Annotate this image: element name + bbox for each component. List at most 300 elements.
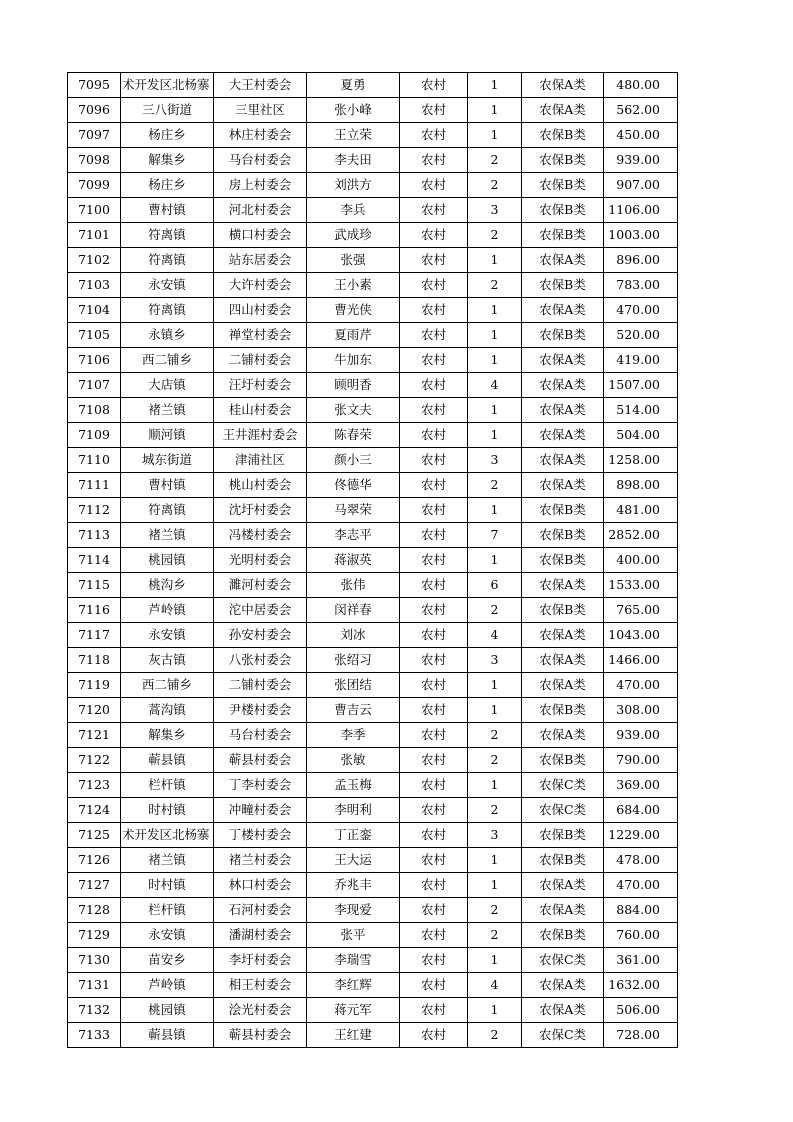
township-cell: 蒿沟镇 [121,698,214,723]
insurance-class-cell: 农保C类 [522,773,604,798]
area-type-cell: 农村 [400,398,468,423]
village-cell: 丁李村委会 [214,773,307,798]
name-cell: 马翠荣 [307,498,400,523]
village-cell: 孙安村委会 [214,623,307,648]
table-row [68,323,678,348]
area-type-cell: 农村 [400,123,468,148]
table-row [68,898,678,923]
household-count-cell: 1 [468,498,522,523]
village-cell: 马台村委会 [214,148,307,173]
record-id-cell: 7108 [68,398,121,423]
record-id-cell: 7121 [68,723,121,748]
insurance-class-cell: 农保A类 [522,423,604,448]
village-cell: 尹楼村委会 [214,698,307,723]
amount-cell: 520.00 [604,323,678,348]
insurance-class-cell: 农保A类 [522,373,604,398]
table-row [68,573,678,598]
household-count-cell: 2 [468,1023,522,1048]
household-count-cell: 7 [468,523,522,548]
village-cell: 褚兰村委会 [214,848,307,873]
table-row [68,948,678,973]
name-cell: 张伟 [307,573,400,598]
village-cell: 蕲县村委会 [214,1023,307,1048]
township-cell: 蕲县镇 [121,748,214,773]
household-count-cell: 2 [468,173,522,198]
household-count-cell: 1 [468,848,522,873]
household-count-cell: 2 [468,223,522,248]
amount-cell: 504.00 [604,423,678,448]
record-id-cell: 7112 [68,498,121,523]
record-id-cell: 7116 [68,598,121,623]
amount-cell: 478.00 [604,848,678,873]
table-row [68,73,678,98]
amount-cell: 562.00 [604,98,678,123]
area-type-cell: 农村 [400,73,468,98]
area-type-cell: 农村 [400,623,468,648]
township-cell: 褚兰镇 [121,523,214,548]
name-cell: 牛加东 [307,348,400,373]
insurance-class-cell: 农保B类 [522,698,604,723]
amount-cell: 400.00 [604,548,678,573]
table-row [68,173,678,198]
area-type-cell: 农村 [400,673,468,698]
village-cell: 冲疃村委会 [214,798,307,823]
insurance-class-cell: 农保A类 [522,248,604,273]
name-cell: 李瑞雪 [307,948,400,973]
table-row [68,98,678,123]
insurance-class-cell: 农保A类 [522,673,604,698]
insurance-class-cell: 农保B类 [522,123,604,148]
insurance-class-cell: 农保B类 [522,598,604,623]
name-cell: 刘洪方 [307,173,400,198]
amount-cell: 896.00 [604,248,678,273]
household-count-cell: 1 [468,948,522,973]
name-cell: 李明利 [307,798,400,823]
household-count-cell: 2 [468,798,522,823]
table-row [68,748,678,773]
village-cell: 石河村委会 [214,898,307,923]
household-count-cell: 3 [468,448,522,473]
household-count-cell: 1 [468,698,522,723]
area-type-cell: 农村 [400,573,468,598]
insurance-class-cell: 农保A类 [522,723,604,748]
table-row [68,673,678,698]
record-id-cell: 7114 [68,548,121,573]
village-cell: 相王村委会 [214,973,307,998]
amount-cell: 450.00 [604,123,678,148]
area-type-cell: 农村 [400,798,468,823]
amount-cell: 898.00 [604,473,678,498]
township-cell: 顺河镇 [121,423,214,448]
table-row [68,598,678,623]
name-cell: 孟玉梅 [307,773,400,798]
table-row [68,473,678,498]
amount-cell: 481.00 [604,498,678,523]
name-cell: 王红建 [307,1023,400,1048]
record-id-cell: 7110 [68,448,121,473]
insurance-class-cell: 农保B类 [522,548,604,573]
amount-cell: 1533.00 [604,573,678,598]
name-cell: 张团结 [307,673,400,698]
table-row [68,873,678,898]
township-cell: 桃园镇 [121,998,214,1023]
household-count-cell: 4 [468,623,522,648]
insurance-class-cell: 农保B类 [522,748,604,773]
village-cell: 丁楼村委会 [214,823,307,848]
area-type-cell: 农村 [400,423,468,448]
table-row [68,823,678,848]
township-cell: 褚兰镇 [121,398,214,423]
township-cell: 西二铺乡 [121,348,214,373]
amount-cell: 760.00 [604,923,678,948]
area-type-cell: 农村 [400,448,468,473]
table-row [68,1023,678,1048]
record-id-cell: 7104 [68,298,121,323]
village-cell: 桂山村委会 [214,398,307,423]
township-cell: 杨庄乡 [121,123,214,148]
insurance-class-cell: 农保A类 [522,573,604,598]
record-id-cell: 7123 [68,773,121,798]
village-cell: 潘湖村委会 [214,923,307,948]
township-cell: 曹村镇 [121,473,214,498]
township-cell: 时村镇 [121,798,214,823]
township-cell: 符离镇 [121,248,214,273]
village-cell: 房上村委会 [214,173,307,198]
area-type-cell: 农村 [400,473,468,498]
area-type-cell: 农村 [400,898,468,923]
table-row [68,423,678,448]
insurance-class-cell: 农保A类 [522,648,604,673]
township-cell: 蕲县镇 [121,1023,214,1048]
record-id-cell: 7115 [68,573,121,598]
household-count-cell: 1 [468,298,522,323]
table-row [68,998,678,1023]
insurance-class-cell: 农保A类 [522,873,604,898]
name-cell: 李现爱 [307,898,400,923]
amount-cell: 907.00 [604,173,678,198]
record-id-cell: 7098 [68,148,121,173]
household-count-cell: 2 [468,148,522,173]
village-cell: 蕲县村委会 [214,748,307,773]
name-cell: 张绍习 [307,648,400,673]
household-count-cell: 1 [468,398,522,423]
record-id-cell: 7131 [68,973,121,998]
record-id-cell: 7102 [68,248,121,273]
name-cell: 顾明香 [307,373,400,398]
township-cell: 褚兰镇 [121,848,214,873]
area-type-cell: 农村 [400,998,468,1023]
household-count-cell: 1 [468,673,522,698]
household-count-cell: 2 [468,898,522,923]
township-cell: 解集乡 [121,723,214,748]
name-cell: 李兵 [307,198,400,223]
insurance-class-cell: 农保B类 [522,823,604,848]
record-id-cell: 7097 [68,123,121,148]
insurance-class-cell: 农保B类 [522,523,604,548]
household-count-cell: 1 [468,248,522,273]
area-type-cell: 农村 [400,698,468,723]
insurance-class-cell: 农保A类 [522,898,604,923]
insurance-class-cell: 农保B类 [522,198,604,223]
township-cell: 芦岭镇 [121,598,214,623]
insurance-class-cell: 农保A类 [522,98,604,123]
village-cell: 大王村委会 [214,73,307,98]
amount-cell: 1466.00 [604,648,678,673]
village-cell: 浍光村委会 [214,998,307,1023]
table-row [68,348,678,373]
village-cell: 四山村委会 [214,298,307,323]
table-row [68,198,678,223]
name-cell: 曹吉云 [307,698,400,723]
table-row [68,373,678,398]
table-row [68,923,678,948]
insurance-class-cell: 农保A类 [522,998,604,1023]
area-type-cell: 农村 [400,198,468,223]
amount-cell: 308.00 [604,698,678,723]
name-cell: 李红辉 [307,973,400,998]
name-cell: 乔兆丰 [307,873,400,898]
amount-cell: 480.00 [604,73,678,98]
record-id-cell: 7117 [68,623,121,648]
household-count-cell: 4 [468,373,522,398]
table-row [68,248,678,273]
township-cell: 西二铺乡 [121,673,214,698]
township-cell: 永安镇 [121,623,214,648]
household-count-cell: 1 [468,123,522,148]
name-cell: 张敏 [307,748,400,773]
insurance-class-cell: 农保B类 [522,923,604,948]
township-cell: 桃沟乡 [121,573,214,598]
insurance-class-cell: 农保C类 [522,798,604,823]
village-cell: 王井涯村委会 [214,423,307,448]
village-cell: 站东居委会 [214,248,307,273]
amount-cell: 1106.00 [604,198,678,223]
area-type-cell: 农村 [400,248,468,273]
record-id-cell: 7125 [68,823,121,848]
name-cell: 王小素 [307,273,400,298]
insurance-class-cell: 农保B类 [522,148,604,173]
village-cell: 禅堂村委会 [214,323,307,348]
insurance-class-cell: 农保A类 [522,623,604,648]
name-cell: 夏雨芹 [307,323,400,348]
amount-cell: 1043.00 [604,623,678,648]
area-type-cell: 农村 [400,973,468,998]
record-id-cell: 7101 [68,223,121,248]
township-cell: 永镇乡 [121,323,214,348]
record-id-cell: 7130 [68,948,121,973]
household-count-cell: 1 [468,423,522,448]
amount-cell: 506.00 [604,998,678,1023]
village-cell: 濉河村委会 [214,573,307,598]
township-cell: 曹村镇 [121,198,214,223]
village-cell: 二铺村委会 [214,348,307,373]
household-count-cell: 1 [468,348,522,373]
household-count-cell: 1 [468,873,522,898]
table-row [68,798,678,823]
table-row [68,848,678,873]
township-cell: 灰古镇 [121,648,214,673]
name-cell: 张小峰 [307,98,400,123]
amount-cell: 470.00 [604,873,678,898]
household-count-cell: 6 [468,573,522,598]
name-cell: 夏勇 [307,73,400,98]
household-count-cell: 2 [468,923,522,948]
record-id-cell: 7113 [68,523,121,548]
area-type-cell: 农村 [400,773,468,798]
amount-cell: 884.00 [604,898,678,923]
village-cell: 冯楼村委会 [214,523,307,548]
village-cell: 三里社区 [214,98,307,123]
township-cell: 苗安乡 [121,948,214,973]
village-cell: 津浦社区 [214,448,307,473]
township-cell: 符离镇 [121,223,214,248]
township-cell: 芦岭镇 [121,973,214,998]
amount-cell: 684.00 [604,798,678,823]
household-count-cell: 1 [468,323,522,348]
amount-cell: 1229.00 [604,823,678,848]
township-cell: 三八街道 [121,98,214,123]
village-cell: 林口村委会 [214,873,307,898]
area-type-cell: 农村 [400,273,468,298]
data-table [67,72,678,1048]
record-id-cell: 7119 [68,673,121,698]
name-cell: 张强 [307,248,400,273]
name-cell: 陈春荣 [307,423,400,448]
area-type-cell: 农村 [400,173,468,198]
record-id-cell: 7124 [68,798,121,823]
household-count-cell: 2 [468,723,522,748]
table-row [68,148,678,173]
table-row [68,523,678,548]
insurance-class-cell: 农保B类 [522,223,604,248]
village-cell: 汪圩村委会 [214,373,307,398]
village-cell: 李圩村委会 [214,948,307,973]
township-cell: 时村镇 [121,873,214,898]
record-id-cell: 7118 [68,648,121,673]
record-id-cell: 7111 [68,473,121,498]
area-type-cell: 农村 [400,523,468,548]
household-count-cell: 4 [468,973,522,998]
household-count-cell: 3 [468,198,522,223]
village-cell: 八张村委会 [214,648,307,673]
table-row [68,273,678,298]
amount-cell: 2852.00 [604,523,678,548]
household-count-cell: 3 [468,648,522,673]
record-id-cell: 7096 [68,98,121,123]
record-id-cell: 7107 [68,373,121,398]
insurance-class-cell: 农保A类 [522,298,604,323]
amount-cell: 361.00 [604,948,678,973]
insurance-class-cell: 农保A类 [522,473,604,498]
record-id-cell: 7106 [68,348,121,373]
record-id-cell: 7122 [68,748,121,773]
area-type-cell: 农村 [400,873,468,898]
insurance-class-cell: 农保A类 [522,973,604,998]
area-type-cell: 农村 [400,373,468,398]
table-row [68,498,678,523]
table-row [68,698,678,723]
amount-cell: 790.00 [604,748,678,773]
amount-cell: 1258.00 [604,448,678,473]
name-cell: 张文夫 [307,398,400,423]
household-count-cell: 2 [468,273,522,298]
record-id-cell: 7133 [68,1023,121,1048]
area-type-cell: 农村 [400,548,468,573]
village-cell: 马台村委会 [214,723,307,748]
township-cell: 栏杆镇 [121,773,214,798]
township-cell: 栏杆镇 [121,898,214,923]
amount-cell: 939.00 [604,723,678,748]
township-cell: 符离镇 [121,498,214,523]
name-cell: 蒋淑英 [307,548,400,573]
table-row [68,973,678,998]
amount-cell: 765.00 [604,598,678,623]
table-body [68,73,678,1048]
village-cell: 沈圩村委会 [214,498,307,523]
township-cell: 桃园镇 [121,548,214,573]
area-type-cell: 农村 [400,323,468,348]
township-cell: 术开发区北杨寨 [121,73,214,98]
area-type-cell: 农村 [400,298,468,323]
township-cell: 永安镇 [121,273,214,298]
record-id-cell: 7120 [68,698,121,723]
record-id-cell: 7099 [68,173,121,198]
village-cell: 横口村委会 [214,223,307,248]
name-cell: 蒋元军 [307,998,400,1023]
household-count-cell: 1 [468,548,522,573]
household-count-cell: 1 [468,73,522,98]
household-count-cell: 2 [468,748,522,773]
record-id-cell: 7126 [68,848,121,873]
amount-cell: 1003.00 [604,223,678,248]
amount-cell: 728.00 [604,1023,678,1048]
area-type-cell: 农村 [400,723,468,748]
township-cell: 永安镇 [121,923,214,948]
table-row [68,448,678,473]
household-count-cell: 2 [468,598,522,623]
name-cell: 武成珍 [307,223,400,248]
area-type-cell: 农村 [400,1023,468,1048]
area-type-cell: 农村 [400,98,468,123]
village-cell: 光明村委会 [214,548,307,573]
name-cell: 曹光侠 [307,298,400,323]
household-count-cell: 1 [468,998,522,1023]
table-row [68,648,678,673]
name-cell: 佟德华 [307,473,400,498]
table-row [68,123,678,148]
table-row [68,548,678,573]
area-type-cell: 农村 [400,823,468,848]
insurance-class-cell: 农保C类 [522,948,604,973]
insurance-class-cell: 农保C类 [522,1023,604,1048]
township-cell: 大店镇 [121,373,214,398]
name-cell: 李季 [307,723,400,748]
name-cell: 李夫田 [307,148,400,173]
township-cell: 符离镇 [121,298,214,323]
area-type-cell: 农村 [400,498,468,523]
insurance-class-cell: 农保B类 [522,848,604,873]
amount-cell: 1632.00 [604,973,678,998]
table-row [68,298,678,323]
table-row [68,623,678,648]
township-cell: 解集乡 [121,148,214,173]
amount-cell: 470.00 [604,673,678,698]
village-cell: 河北村委会 [214,198,307,223]
area-type-cell: 农村 [400,648,468,673]
record-id-cell: 7132 [68,998,121,1023]
township-cell: 城东街道 [121,448,214,473]
record-id-cell: 7103 [68,273,121,298]
